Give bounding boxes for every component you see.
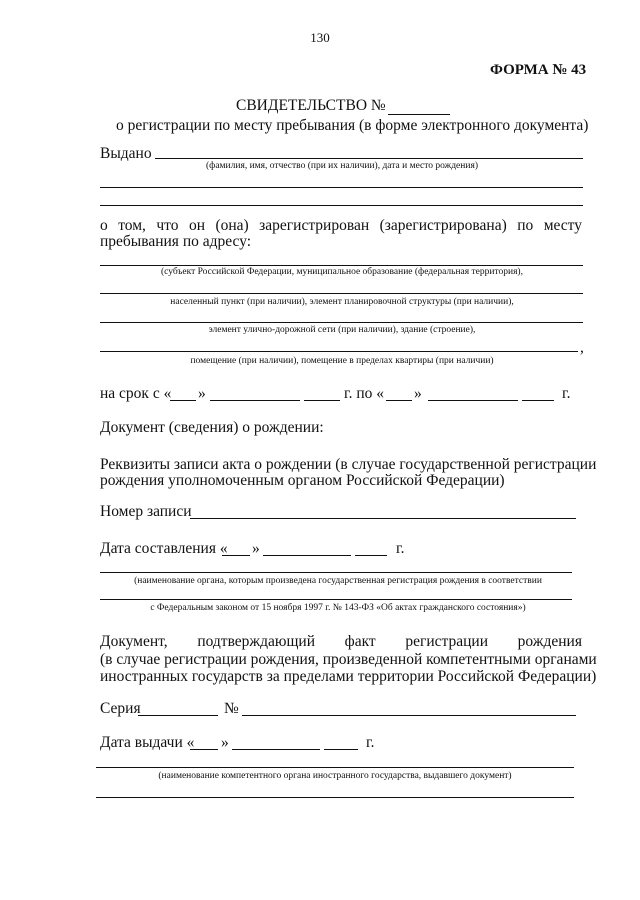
document-subtitle: о регистрации по месту пребывания (в форме электронного документа) [116,117,589,134]
foreign-word-2: подтверждающий [197,633,316,650]
term-to-day-field[interactable] [386,400,412,401]
term-from-quote-close: » [198,385,206,402]
compilation-year-label: г. [396,540,405,557]
document-title: СВИДЕТЕЛЬСТВО № [236,97,386,114]
address-trailing-comma: , [580,339,584,356]
issue-year-label: г. [366,734,375,751]
foreign-word-3: факт [344,633,376,650]
term-from-month-field[interactable] [210,400,300,401]
number-label: № [224,700,239,717]
foreign-word-4: регистрации [405,633,488,650]
address-street-field[interactable] [100,322,583,323]
compilation-month-field[interactable] [263,555,351,556]
foreign-organ-field-2[interactable] [96,797,574,798]
term-to-quote-close: » [414,385,422,402]
issue-month-field[interactable] [232,749,320,750]
term-from-day-field[interactable] [170,400,196,401]
term-to-year-label: г. [562,385,571,402]
issued-to-field-2[interactable] [100,187,583,188]
record-number-label: Номер записи [100,503,192,520]
address-street-caption: элемент улично-дорожной сети (при наличии), здание (строение), [208,325,476,335]
series-label: Серия [100,700,141,717]
birth-requisites-line1: Реквизиты записи акта о рождении (в случае государственной регистрации [100,456,597,473]
address-premises-field[interactable] [100,351,578,352]
address-settlement-field[interactable] [100,293,583,294]
issued-to-field-3[interactable] [100,205,583,206]
term-from-year-field[interactable] [304,400,340,401]
registration-statement-line2: пребывания по адресу: [100,233,252,250]
birth-requisites-line2: рождения уполномоченным органом Российской Федерации) [100,472,505,489]
issue-quote-close: » [221,734,229,751]
registration-organ-caption-line2: с Федеральным законом от 15 ноября 1997 г. № 143-ФЗ «Об актах гражданского состояния») [150,603,526,613]
birth-document-heading: Документ (сведения) о рождении: [100,419,324,436]
registration-organ-field-2[interactable] [100,599,572,600]
compilation-year-field[interactable] [355,555,387,556]
foreign-organ-caption: (наименование компетентного органа иностранного государства, выдавшего документ) [158,771,512,781]
term-to-month-field[interactable] [428,400,518,401]
registration-statement-line1: о том, что он (она) зарегистрирован (зарегистрирована) по месту [100,217,582,234]
registration-organ-caption-line1: (наименование органа, которым произведена государственная регистрация рождения в соответствии [134,576,542,586]
foreign-organ-field[interactable] [96,767,574,768]
address-subject-caption: (субъект Российской Федерации, муниципальное образование (федеральная территория), [161,267,523,277]
issued-to-label: Выдано [100,145,152,162]
form-label: ФОРМА № 43 [490,62,587,78]
document-number-field[interactable] [242,715,576,716]
series-field[interactable] [138,715,218,716]
compilation-date-label: Дата составления « [100,540,228,557]
foreign-word-1: Документ, [100,633,168,650]
foreign-document-line2: (в случае регистрации рождения, произведенной компетентными органами [100,651,597,668]
issued-to-caption: (фамилия, имя, отчество (при их наличии), дата и место рождения) [206,161,478,171]
page-number: 130 [310,30,330,45]
term-from-label: на срок с « [100,385,172,402]
issue-day-field[interactable] [190,749,218,750]
registration-organ-field[interactable] [100,572,572,573]
compilation-quote-close: » [252,540,260,557]
term-from-year-label: г. по « [344,385,385,402]
address-premises-caption: помещение (при наличии), помещение в пределах квартиры (при наличии) [190,356,494,366]
address-settlement-caption: населенный пункт (при наличии), элемент планировочной структуры (при наличии), [170,297,514,307]
certificate-number-field[interactable] [388,114,450,115]
foreign-document-line1 [100,632,582,652]
term-to-year-field[interactable] [522,400,554,401]
issue-date-label: Дата выдачи « [100,734,195,751]
foreign-word-5: рождения [517,633,582,650]
foreign-document-line3: иностранных государств за пределами территории Российской Федерации) [100,668,597,685]
compilation-day-field[interactable] [222,555,250,556]
issue-year-field[interactable] [324,749,358,750]
issued-to-field[interactable] [155,158,583,159]
record-number-field[interactable] [190,518,576,519]
